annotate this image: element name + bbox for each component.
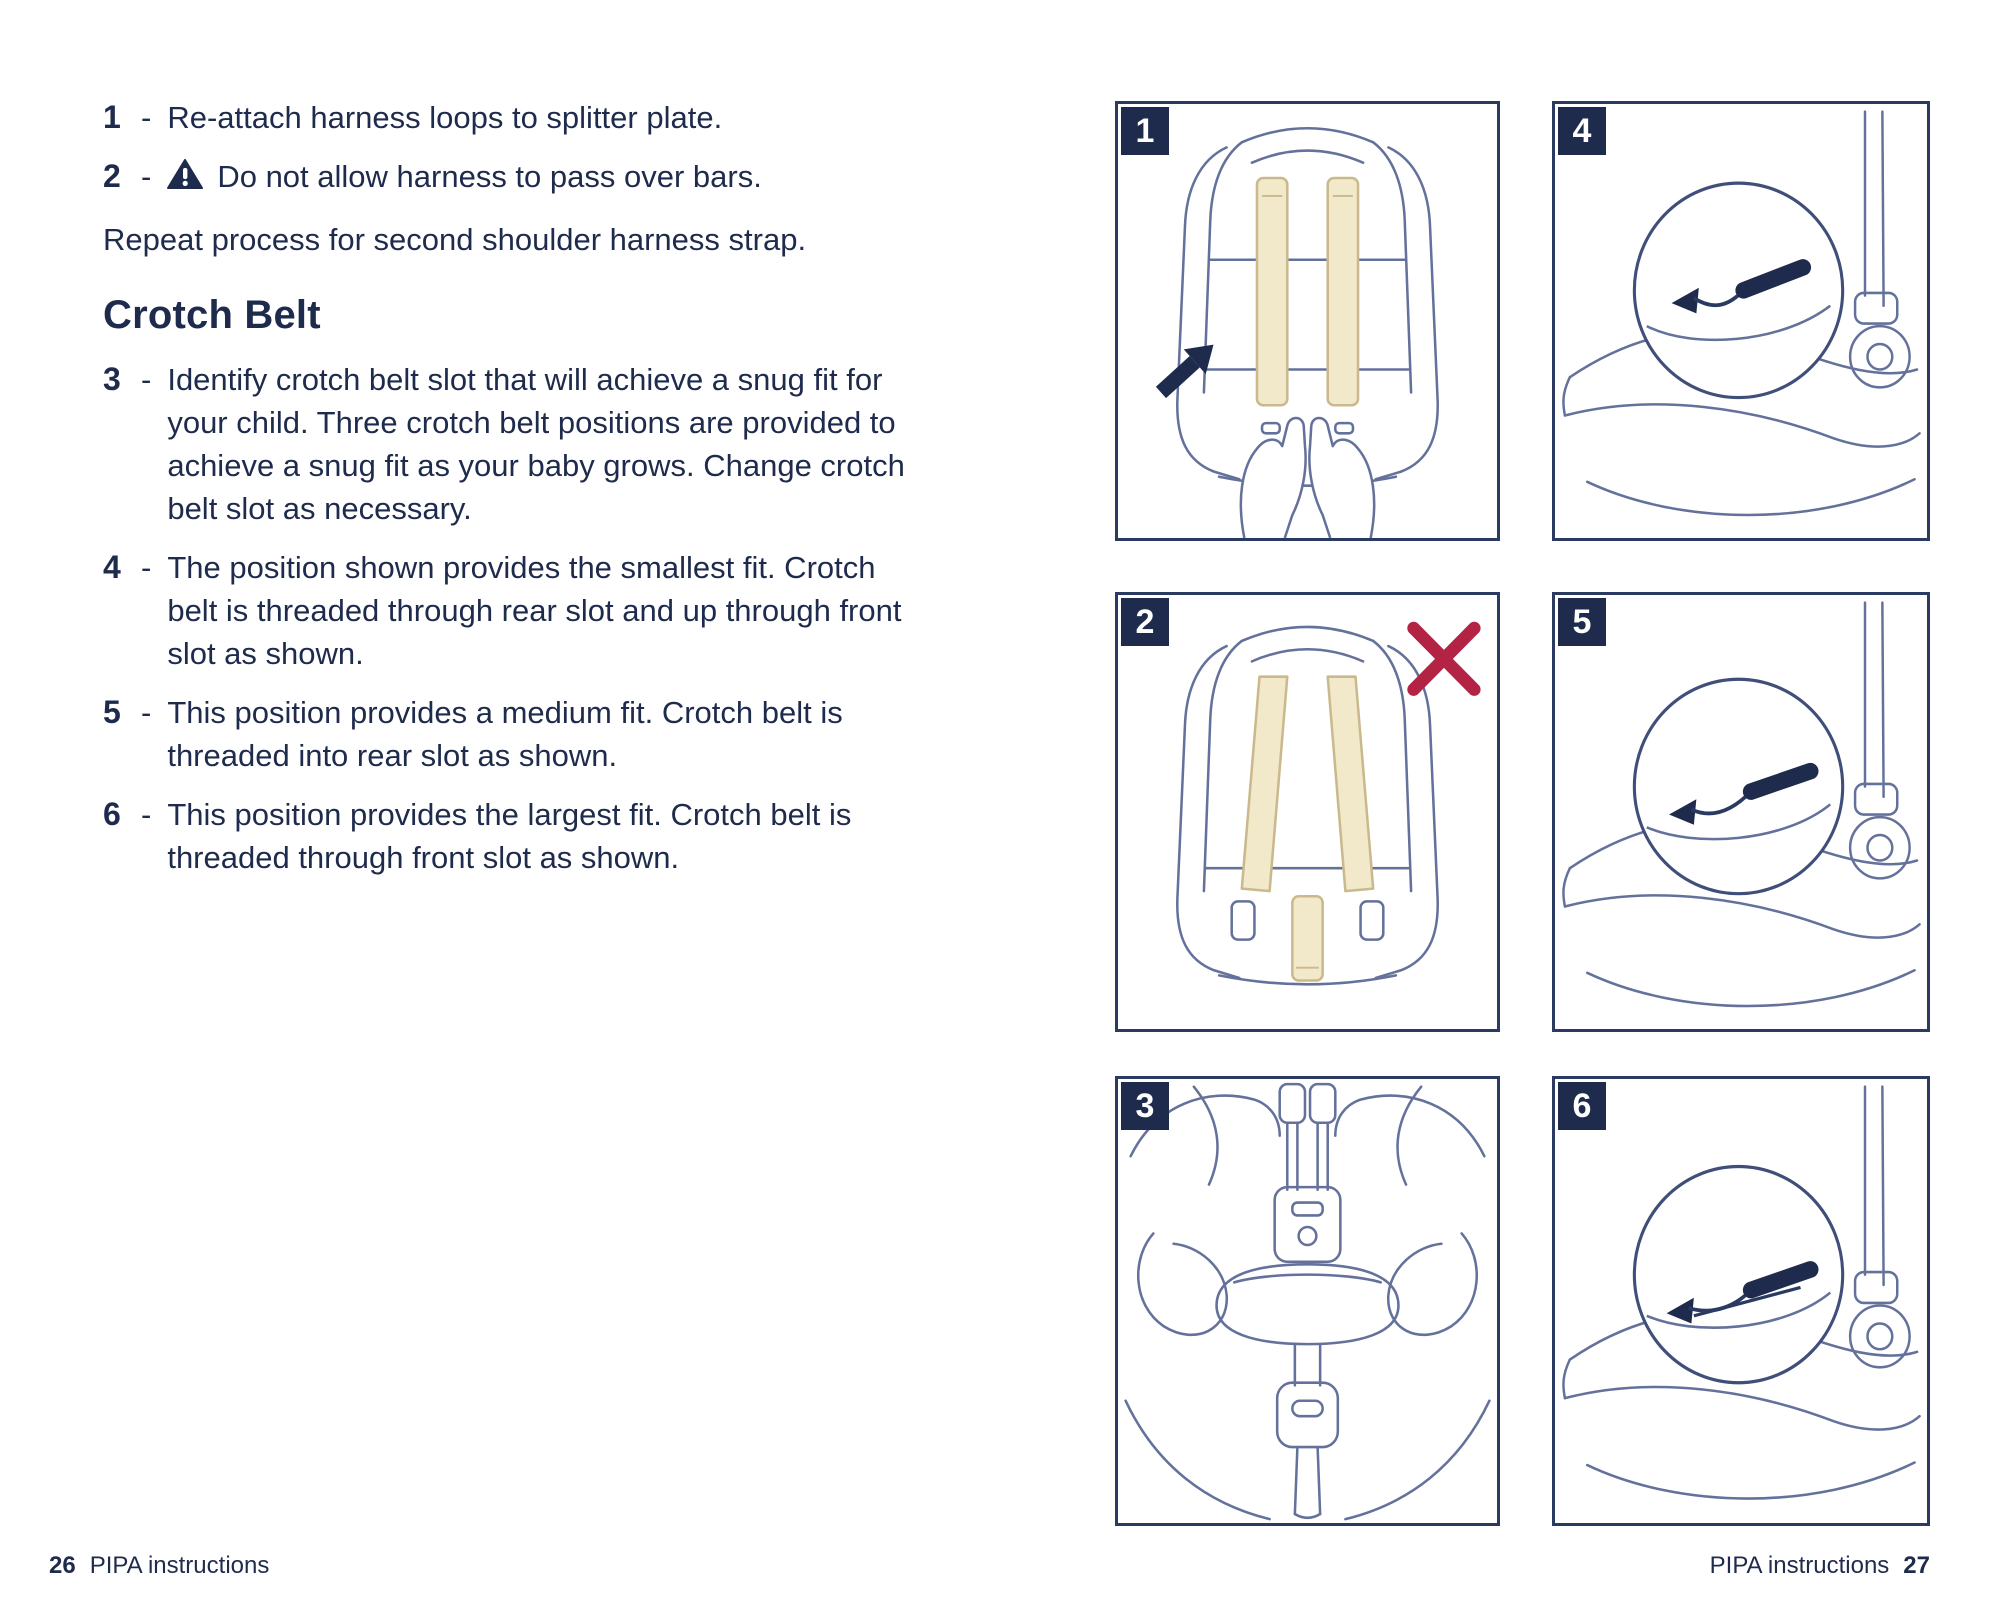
step-6: [103, 793, 933, 879]
instructions-column: [103, 96, 933, 895]
figure-number-badge: 4: [1558, 107, 1606, 155]
page-number-right: 27: [1903, 1552, 1930, 1579]
crotch-belt-medium-fit-detail-illustration: [1555, 595, 1927, 1029]
figure-panel-3: [1115, 1076, 1500, 1526]
step-separator: -: [141, 100, 152, 135]
carrier-rear-incorrect-harness-illustration: [1118, 595, 1497, 1029]
footer-left-label: PIPA instructions: [89, 1552, 270, 1579]
footer-right-label: PIPA instructions: [1709, 1552, 1890, 1579]
step-2: [103, 155, 933, 202]
figure-number-badge: 2: [1121, 598, 1169, 646]
figure-panel-6: [1552, 1076, 1930, 1526]
repeat-note: Repeat process for second shoulder harness strap.: [103, 222, 807, 257]
step-2-text-wrap: [167, 155, 929, 202]
magnifier-circle: [1634, 679, 1842, 893]
step-4: [103, 546, 933, 675]
figure-panel-2: [1115, 592, 1500, 1032]
step-2-number: 2: [103, 158, 121, 194]
figure-number-badge: 6: [1558, 1082, 1606, 1130]
step-3-number: 3: [103, 361, 121, 397]
warning-icon: [167, 159, 203, 202]
seat-front-buckle-crotch-belt-illustration: [1118, 1079, 1497, 1523]
crotch-belt-smallest-fit-detail-illustration: [1555, 104, 1927, 538]
figure-number-badge: 3: [1121, 1082, 1169, 1130]
step-3-text: Identify crotch belt slot that will achieve a snug fit for your child. Three crotch belt positions are provided to achieve a snug fit as your baby grows. Change crotch belt slot as necessary.: [167, 362, 905, 526]
step-3: [103, 358, 933, 530]
footer-right: [1710, 1552, 1930, 1580]
step-1-number: 1: [103, 99, 121, 135]
figure-panel-5: [1552, 592, 1930, 1032]
step-6-number: 6: [103, 796, 121, 832]
page-number-left: 26: [49, 1552, 76, 1579]
step-separator: -: [141, 695, 152, 730]
crotch-belt-largest-fit-detail-illustration: [1555, 1079, 1927, 1523]
step-5-text: This position provides a medium fit. Crotch belt is threaded into rear slot as shown.: [167, 695, 843, 773]
hands-illustration: [1241, 418, 1374, 538]
carrier-rear-harness-straps-illustration: [1118, 104, 1497, 538]
figure-number-badge: 1: [1121, 107, 1169, 155]
step-6-text: This position provides the largest fit. Crotch belt is threaded through front slot as shown.: [167, 797, 852, 875]
step-5-number: 5: [103, 694, 121, 730]
step-1-text: Re-attach harness loops to splitter plate.: [167, 100, 723, 135]
step-4-text: The position shown provides the smallest fit. Crotch belt is threaded through rear slot and up through front slot as shown.: [167, 550, 902, 671]
figure-panel-4: [1552, 101, 1930, 541]
figure-panel-1: [1115, 101, 1500, 541]
step-separator: -: [141, 159, 152, 194]
step-separator: -: [141, 362, 152, 397]
footer-left: [49, 1552, 269, 1580]
red-x-icon: [1414, 628, 1475, 689]
step-2-text: Do not allow harness to pass over bars.: [217, 159, 762, 194]
step-4-number: 4: [103, 549, 121, 585]
step-separator: -: [141, 797, 152, 832]
step-separator: -: [141, 550, 152, 585]
figure-number-badge: 5: [1558, 598, 1606, 646]
section-heading-crotch-belt: Crotch Belt: [103, 293, 321, 337]
step-5: [103, 691, 933, 777]
step-1: [103, 96, 933, 139]
